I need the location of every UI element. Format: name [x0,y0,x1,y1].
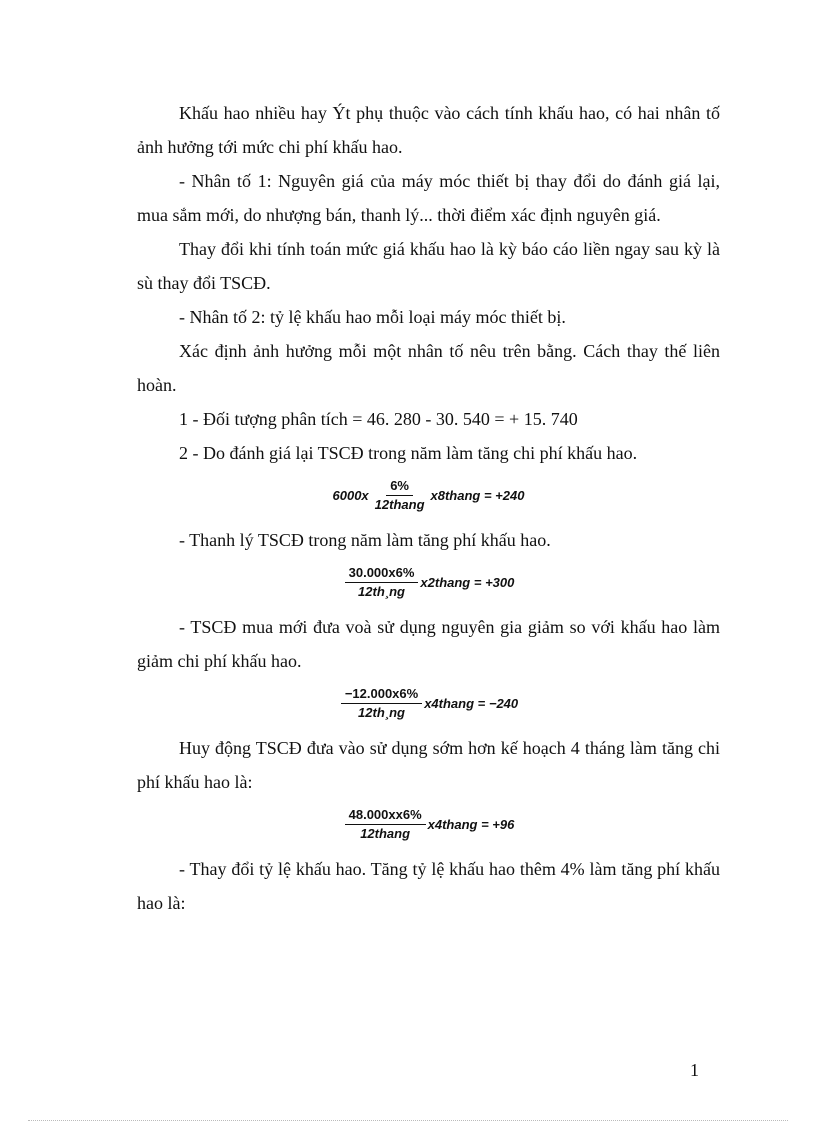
formula-3-numerator: −12.000x6% [341,686,422,704]
formula-2-denominator: 12th¸ng [358,584,405,599]
formula-4 [137,807,720,842]
paragraph-8: - Thanh lý TSCĐ trong năm làm tăng phí khấu hao. [179,530,551,550]
formula-3-denominator: 12th¸ng [358,705,405,720]
formula-1-prefix: 6000x [332,487,369,503]
formula-1-numerator: 6% [386,478,413,496]
paragraph-11: - Thay đổi tỷ lệ khấu hao. Tăng tỷ lệ khấu hao thêm 4% làm tăng phí khấu hao là: [137,859,720,913]
paragraph-5: Xác định ảnh hưởng mỗi một nhân tố nêu trên bằng. Cách thay thế liên hoàn. [137,341,720,395]
formula-2-fraction [345,565,419,600]
paragraph-1: Khấu hao nhiều hay Ýt phụ thuộc vào cách tính khấu hao, có hai nhân tố ảnh hưởng tới mức chi phí khấu hao. [137,103,720,157]
paragraph-6: 1 - Đối tượng phân tích = 46. 280 - 30. 540 = + 15. 740 [179,409,578,429]
paragraph-10: Huy động TSCĐ đưa vào sử dụng sớm hơn kế hoạch 4 tháng làm tăng chi phí khấu hao là: [137,738,720,792]
formula-1 [137,478,720,513]
formula-1-fraction [371,478,429,513]
formula-2-numerator: 30.000x6% [345,565,419,583]
formula-1-denominator: 12thang [374,497,425,512]
formula-3-suffix: x4thang = −240 [424,695,519,711]
paragraph-9: - TSCĐ mua mới đưa voà sử dụng nguyên gia giảm so với khấu hao làm giảm chi phí khấu hao. [137,617,720,671]
formula-2-suffix: x2thang = +300 [420,574,515,590]
body-text [137,96,720,920]
formula-1-suffix: x8thang = +240 [430,487,525,503]
formula-2 [137,565,720,600]
footer-divider [28,1120,788,1121]
paragraph-4: - Nhân tố 2: tỷ lệ khấu hao mỗi loại máy móc thiết bị. [179,307,566,327]
formula-3-fraction [341,686,422,721]
formula-4-numerator: 48.000xx6% [345,807,426,825]
formula-4-denominator: 12thang [360,826,411,841]
formula-3 [137,686,720,721]
paragraph-7: 2 - Do đánh giá lại TSCĐ trong năm làm tăng chi phí khấu hao. [179,443,638,463]
formula-4-suffix: x4thang = +96 [427,816,515,832]
paragraph-3: Thay đổi khi tính toán mức giá khấu hao là kỳ báo cáo liền ngay sau kỳ là sù thay đổi TSCĐ. [137,239,720,293]
formula-4-fraction [345,807,426,842]
paragraph-2: - Nhân tố 1: Nguyên giá của máy móc thiết bị thay đổi do đánh giá lại, mua sắm mới, do nhượng bán, thanh lý... thời điểm xác định nguyên giá. [137,171,720,225]
page-number: 1 [690,1060,699,1080]
